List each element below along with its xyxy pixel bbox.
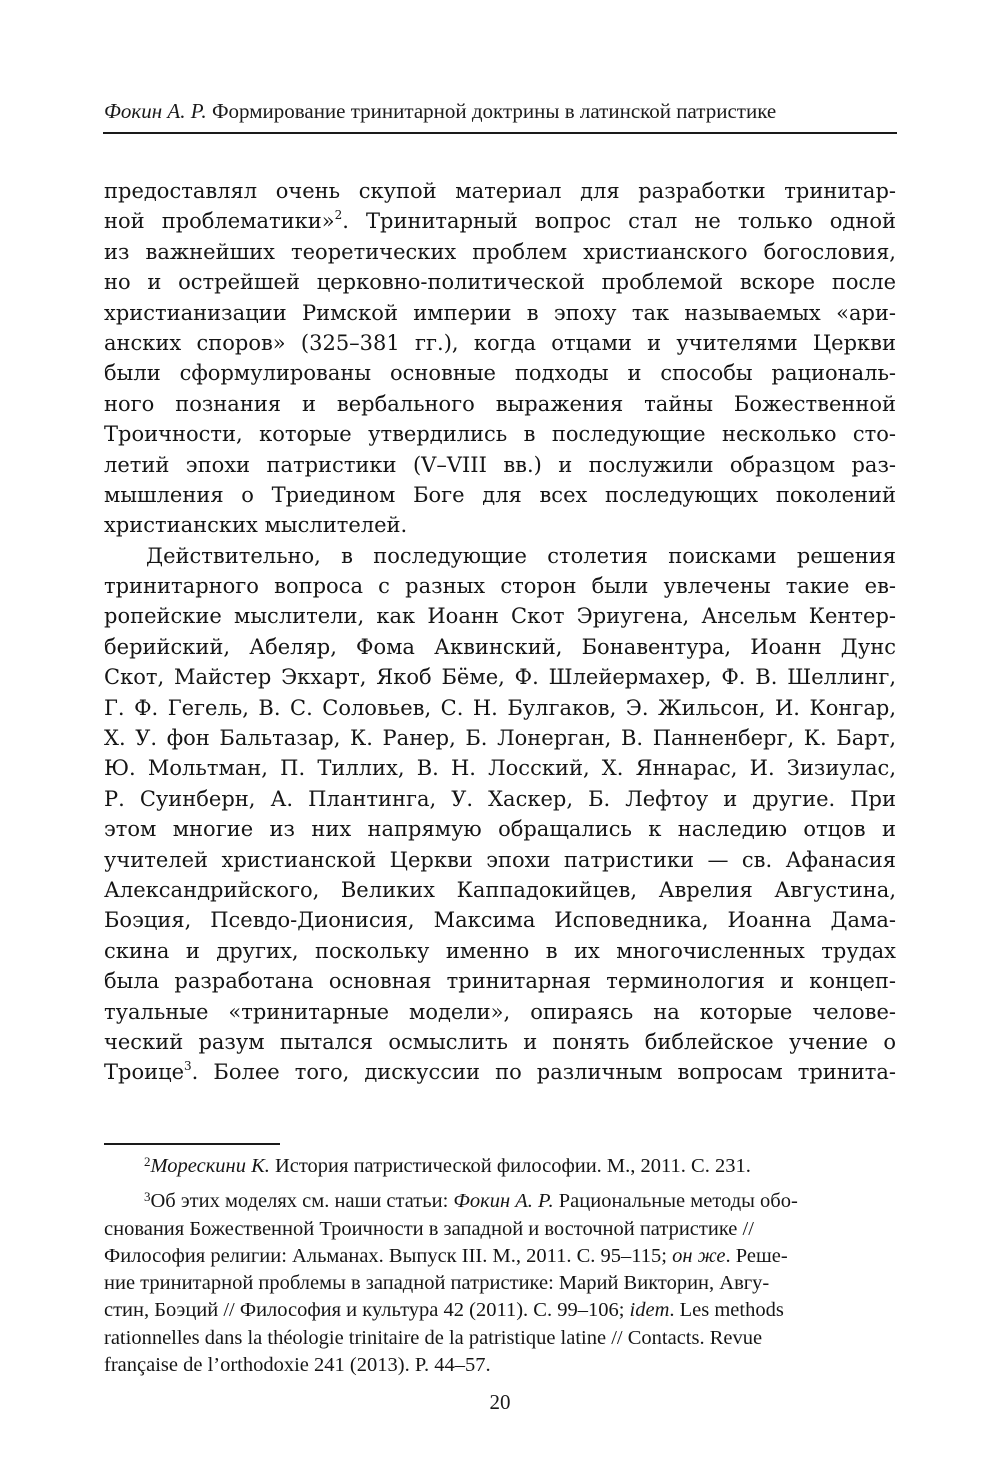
footnote-3-line [104, 1299, 784, 1321]
text-line: учителей христианской Церкви эпохи патристики — св. Афанасия [104, 847, 896, 872]
footnote-gap [104, 1180, 896, 1188]
text-line: Александрийского, Великих Каппадокийцев, Аврелия Августина, [104, 877, 896, 902]
text-line: Скот, Майстер Экхарт, Якоб Бёме, Ф. Шлейермахер, Ф. В. Шеллинг, [104, 665, 896, 690]
text-line: ческий разум пытался осмыслить и понять библейское учение о [104, 1029, 896, 1054]
footnote-3-line [104, 1245, 788, 1267]
text-line: туальные «тринитарные модели», опираясь на которые челове- [104, 999, 896, 1024]
text-line: но и острейшей церковно-политической проблемой вскоре после [104, 270, 896, 295]
text-line: летий эпохи патристики (V–VIII вв.) и послужили образцом раз- [104, 452, 896, 477]
header-author: Фокин А. Р. [104, 99, 207, 123]
footnote-mark: 3 [144, 1190, 151, 1205]
text-line-part: Троице [104, 1060, 185, 1085]
page-number: 20 [489, 1390, 511, 1414]
main-text [104, 176, 896, 1088]
text-line-part: Более того, дискуссии по различным вопросам тринита- [198, 1060, 896, 1085]
text-line-part: . [191, 1060, 199, 1085]
text-line: этом многие из них напрямую обращались к наследию отцов и [104, 817, 896, 842]
footnote-2 [104, 1155, 751, 1177]
fn-line-part: . Реше- [725, 1244, 788, 1267]
text-line: Х. У. фон Бальтазар, К. Ранер, Б. Лонерган, В. Панненберг, К. Барт, [104, 726, 896, 751]
footnote-italic: idem [629, 1299, 670, 1322]
fn-line-part: Рациональные методы обо- [553, 1190, 798, 1213]
text-line: Р. Суинберн, А. Плантинга, У. Хаскер, Б. Лефтоу и другие. При [104, 786, 896, 811]
fn-line-part: Философия религии: Альманах. Выпуск III. М., 2011. С. 95–115; [104, 1244, 673, 1267]
footnotes [104, 1153, 896, 1379]
header-rule [103, 132, 897, 134]
text-line: берийский, Абеляр, Фома Аквинский, Бонавентура, Иоанн Дунс [104, 634, 896, 659]
footnote-ref-3[interactable]: 3 [184, 1059, 192, 1074]
text-line: Боэция, Псевдо-Дионисия, Максима Исповедника, Иоанна Дама- [104, 908, 896, 933]
fn-line-part: . Les methods [669, 1299, 784, 1322]
text-line [104, 1057, 896, 1087]
text-line: была разработана основная тринитарная терминология и концеп- [104, 969, 896, 994]
text-line: Ю. Мольтман, П. Тиллих, В. Н. Лосский, Х. Яннарас, И. Зизиулас, [104, 756, 896, 781]
footnote-mark: 2 [144, 1155, 151, 1169]
text-line: Троичности, которые утвердились в последующие несколько сто- [104, 422, 896, 447]
footnote-3-line: française de l’orthodoxie 241 (2013). P. 44–57. [104, 1354, 491, 1377]
header-title: Формирование тринитарной доктрины в латинской патристике [206, 99, 777, 123]
text-line: ного познания и вербального выражения тайны Божественной [104, 391, 896, 416]
text-line: Г. Ф. Гегель, В. С. Соловьев, С. Н. Булгаков, Э. Жильсон, И. Конгар, [104, 695, 896, 720]
text-line: скина и других, поскольку именно в их многочисленных трудах [104, 938, 896, 963]
footnote-3-line: снования Божественной Троичности в западной и восточной патристике // [104, 1217, 754, 1240]
text-line [104, 206, 896, 236]
text-line: предоставлял очень скупой материал для разработки тринитар- [104, 179, 896, 203]
text-line: ропейские мыслители, как Иоанн Скот Эриугена, Ансельм Кентер- [104, 604, 896, 629]
footnote-text: История патристической философии. М., 2011. С. 231. [269, 1155, 751, 1177]
text-line-part: ной проблематики» [104, 209, 335, 234]
text-line: из важнейших теоретических проблем христианского богословия, [104, 239, 896, 264]
footnote-italic: он же [672, 1244, 726, 1267]
footnote-author: Фокин А. Р. [453, 1190, 554, 1213]
text-line: анских споров» (325–381 гг.), когда отцами и учителями Церкви [104, 330, 896, 355]
text-line: были сформулированы основные подходы и способы рациональ- [104, 361, 896, 386]
text-line: христианских мыслителей. [104, 513, 408, 538]
footnote-3-line: rationnelles dans la théologie trinitaire de la patristique latine // Contacts. Revue [104, 1326, 763, 1349]
running-header [104, 96, 896, 130]
fn-line-part: стин, Боэций // Философия и культура 42 (2011). С. 99–106; [104, 1299, 630, 1322]
text-line: Действительно, в последующие столетия поисками решения [146, 543, 896, 568]
footnote-rule [104, 1143, 280, 1145]
footnote-3-line: ние тринитарной проблемы в западной патристике: Марий Викторин, Авгу- [104, 1272, 770, 1295]
text-line: тринитарного вопроса с разных сторон были увлечены такие ев- [104, 574, 896, 599]
footnote-3-line [104, 1190, 798, 1212]
fn-line-part: Об этих моделях см. наши статьи: [150, 1190, 454, 1213]
footnote-author: Морескини К. [150, 1155, 270, 1177]
footnote-ref-2[interactable]: 2 [334, 208, 343, 223]
text-line-part: . Тринитарный вопрос стал не только одной [342, 209, 896, 234]
text-line: мышления о Триедином Боге для всех последующих поколений [104, 482, 896, 507]
text-line: христианизации Римской империи в эпоху так называемых «ари- [104, 300, 896, 325]
